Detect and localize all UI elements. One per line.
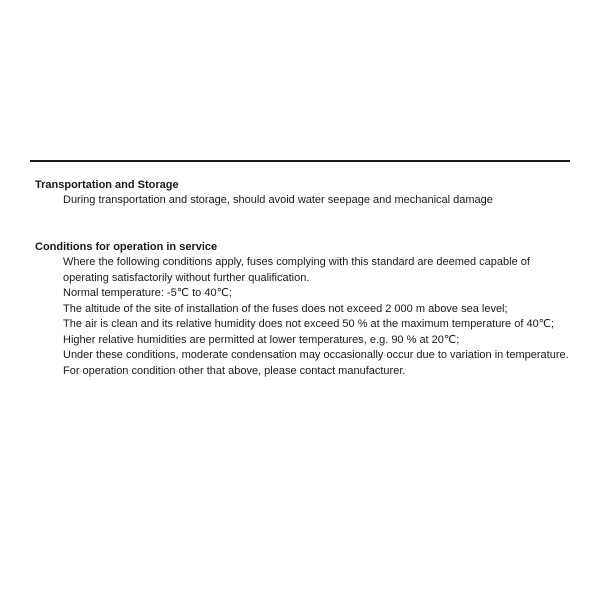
horizontal-rule (30, 160, 570, 162)
conditions-line-contact: For operation condition other that above, please contact manufacturer. (63, 364, 406, 377)
transport-heading: Transportation and Storage (35, 179, 179, 191)
transport-section (35, 178, 575, 209)
conditions-heading: Conditions for operation in service (35, 241, 218, 253)
conditions-line-higher-humidity: Higher relative humidities are permitted at lower temperatures, e.g. 90 % at 20℃; (63, 333, 460, 346)
transport-text: During transportation and storage, should avoid water seepage and mechanical damage (63, 194, 493, 206)
conditions-line-temperature: Normal temperature: -5℃ to 40℃; (63, 287, 232, 299)
conditions-line-intro: Where the following conditions apply, fuses complying with this standard are deemed capable of operating satisfactorily without further qualification. (63, 256, 530, 284)
conditions-line-altitude: The altitude of the site of installation of the fuses does not exceed 2 000 m above sea level; (63, 302, 508, 315)
conditions-section (35, 240, 575, 379)
conditions-line-condensation: Under these conditions, moderate condensation may occasionally occur due to variation in temperature. (63, 349, 569, 361)
conditions-line-humidity: The air is clean and its relative humidity does not exceed 50 % at the maximum temperature of 40℃; (63, 318, 555, 330)
